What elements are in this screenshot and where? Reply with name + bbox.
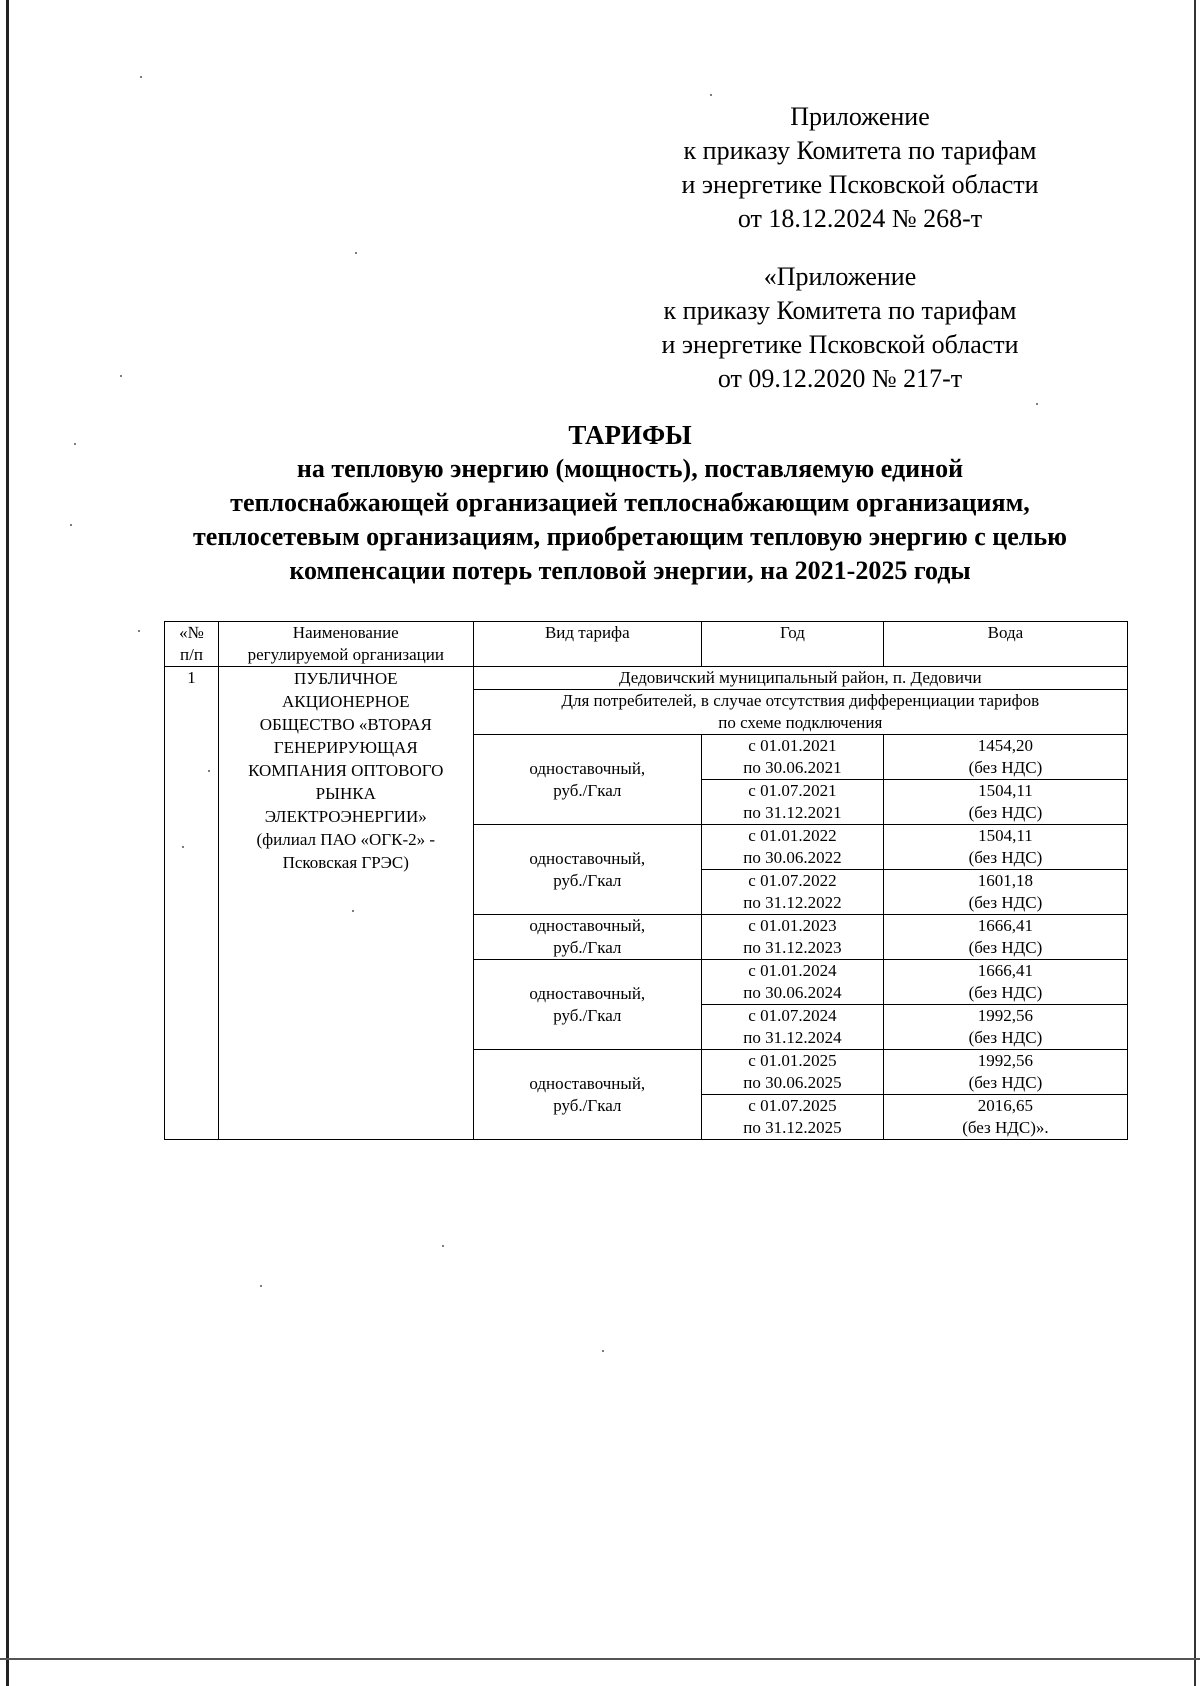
period-from: с 01.07.2024 <box>748 1006 837 1025</box>
title-line2: теплоснабжающей организацией теплоснабжающим организациям, <box>230 488 1030 517</box>
period <box>702 915 884 960</box>
water-tariff <box>883 915 1127 960</box>
table-header-row <box>165 622 1128 667</box>
period-from: с 01.01.2025 <box>748 1051 837 1070</box>
water-tariff <box>883 1005 1127 1050</box>
row-number: 1 <box>165 667 219 1140</box>
water-tariff <box>883 780 1127 825</box>
period-to: по 31.12.2023 <box>743 938 842 957</box>
tariff-type-line1: одноставочный, <box>529 1073 646 1093</box>
organization-line3: ОБЩЕСТВО «ВТОРАЯ <box>259 715 432 734</box>
tariff-type-line1: одноставочный, <box>529 758 646 778</box>
water-tariff <box>883 825 1127 870</box>
tariff-vat-note: (без НДС) <box>968 1073 1043 1092</box>
period <box>702 780 884 825</box>
district-name: Дедовичский муниципальный район, п. Дедовичи <box>473 667 1127 690</box>
tariff-value: 1601,18 <box>977 871 1034 890</box>
header-organization-line1: Наименование <box>292 623 399 642</box>
period <box>702 1050 884 1095</box>
organization-line1: ПУБЛИЧНОЕ <box>294 669 398 688</box>
header-number-line2: п/п <box>180 645 203 664</box>
tariff-type <box>473 960 702 1050</box>
tariff-vat-note: (без НДС) <box>968 848 1043 867</box>
period-from: с 01.01.2022 <box>748 826 837 845</box>
scan-edge-bottom <box>0 1658 1200 1660</box>
tariff-vat-note: (без НДС) <box>968 803 1043 822</box>
tariff-type-line2: руб./Гкал <box>553 1095 622 1115</box>
appendix-original <box>600 260 1080 396</box>
organization-line6: РЫНКА <box>315 784 376 803</box>
tariff-value: 1454,20 <box>977 736 1034 755</box>
tariff-type <box>473 1050 702 1140</box>
scan-speck <box>1036 403 1038 405</box>
consumer-group <box>473 690 1127 735</box>
tariff-type <box>473 915 702 960</box>
tariff-value: 1992,56 <box>977 1006 1034 1025</box>
header-number <box>165 622 219 667</box>
scan-speck <box>138 630 140 632</box>
period-to: по 31.12.2022 <box>743 893 842 912</box>
appendix-current-line2: к приказу Комитета по тарифам <box>683 136 1037 165</box>
appendix-original-line1: «Приложение <box>763 262 917 291</box>
scan-speck <box>260 1285 262 1287</box>
water-tariff <box>883 870 1127 915</box>
period-to: по 30.06.2024 <box>743 983 842 1002</box>
tariff-value: 1992,56 <box>977 1051 1034 1070</box>
appendix-original-line3: и энергетике Псковской области <box>661 330 1019 359</box>
title-line4: компенсации потерь тепловой энергии, на 2021-2025 годы <box>289 556 971 585</box>
scan-edge-right <box>1194 0 1196 1686</box>
period <box>702 1095 884 1140</box>
organization-line5: КОМПАНИЯ ОПТОВОГО <box>248 761 444 780</box>
tariff-value: 1504,11 <box>978 826 1033 845</box>
scan-speck <box>120 375 122 377</box>
tariff-value: 1504,11 <box>978 781 1033 800</box>
period-from: с 01.07.2021 <box>748 781 837 800</box>
scan-speck <box>355 252 357 254</box>
organization-name <box>219 667 474 1140</box>
tariff-vat-note: (без НДС)». <box>962 1118 1049 1137</box>
appendix-current-line1: Приложение <box>790 102 930 131</box>
period <box>702 825 884 870</box>
tariff-vat-note: (без НДС) <box>968 893 1043 912</box>
header-number-line1: «№ <box>179 623 204 642</box>
appendix-original-line2: к приказу Комитета по тарифам <box>663 296 1017 325</box>
scan-speck <box>74 443 76 445</box>
header-tariff-type: Вид тарифа <box>473 622 702 667</box>
tariff-type-line1: одноставочный, <box>529 916 646 935</box>
scan-speck <box>710 94 712 96</box>
header-water: Вода <box>883 622 1127 667</box>
period-to: по 31.12.2021 <box>743 803 842 822</box>
tariff-type-line1: одноставочный, <box>529 848 646 868</box>
period-from: с 01.01.2021 <box>748 736 837 755</box>
period-to: по 31.12.2024 <box>743 1028 842 1047</box>
water-tariff <box>883 1050 1127 1095</box>
header-year: Год <box>702 622 884 667</box>
header-organization <box>219 622 474 667</box>
scan-speck <box>70 524 72 526</box>
tariff-type-line2: руб./Гкал <box>553 1005 622 1025</box>
tariff-vat-note: (без НДС) <box>968 1028 1043 1047</box>
period <box>702 870 884 915</box>
period-from: с 01.01.2024 <box>748 961 837 980</box>
appendix-current <box>620 100 1100 236</box>
organization-line2: АКЦИОНЕРНОЕ <box>282 692 410 711</box>
appendix-original-line4: от 09.12.2020 № 217-т <box>717 364 963 393</box>
tariff-type <box>473 825 702 915</box>
tariff-type-line1: одноставочный, <box>529 983 646 1003</box>
tariff-vat-note: (без НДС) <box>968 758 1043 777</box>
tariff-value: 2016,65 <box>977 1096 1034 1115</box>
tariff-value: 1666,41 <box>977 916 1034 935</box>
tariff-type <box>473 735 702 825</box>
tariff-type-line2: руб./Гкал <box>553 870 622 890</box>
tariff-vat-note: (без НДС) <box>968 983 1043 1002</box>
title-line1: на тепловую энергию (мощность), поставляемую единой <box>296 454 964 483</box>
scan-speck <box>602 1350 604 1352</box>
period-to: по 30.06.2025 <box>743 1073 842 1092</box>
document-title <box>130 418 1130 588</box>
organization-line4: ГЕНЕРИРУЮЩАЯ <box>273 738 418 757</box>
appendix-current-line3: и энергетике Псковской области <box>681 170 1039 199</box>
tariff-vat-note: (без НДС) <box>968 938 1043 957</box>
title-main: ТАРИФЫ <box>568 420 692 450</box>
consumer-group-line2: по схеме подключения <box>718 713 883 732</box>
organization-line9: Псковская ГРЭС) <box>282 853 409 872</box>
period-to: по 30.06.2022 <box>743 848 842 867</box>
period <box>702 960 884 1005</box>
table-row-district <box>165 667 1128 690</box>
tariffs-table <box>164 621 1128 1140</box>
header-organization-line2: регулируемой организации <box>247 645 444 664</box>
scan-speck <box>442 1245 444 1247</box>
period <box>702 735 884 780</box>
organization-line7: ЭЛЕКТРОЭНЕРГИИ» <box>264 807 427 826</box>
tariff-value: 1666,41 <box>977 961 1034 980</box>
scan-edge-left <box>6 0 9 1686</box>
consumer-group-line1: Для потребителей, в случае отсутствия дифференциации тарифов <box>561 691 1040 710</box>
period-from: с 01.01.2023 <box>748 916 837 935</box>
tariff-type-line2: руб./Гкал <box>553 938 622 957</box>
scan-speck <box>140 76 142 78</box>
period-to: по 30.06.2021 <box>743 758 842 777</box>
period-from: с 01.07.2025 <box>748 1096 837 1115</box>
period <box>702 1005 884 1050</box>
appendix-current-line4: от 18.12.2024 № 268-т <box>737 204 983 233</box>
water-tariff <box>883 735 1127 780</box>
period-from: с 01.07.2022 <box>748 871 837 890</box>
water-tariff <box>883 960 1127 1005</box>
title-line3: теплосетевым организациям, приобретающим тепловую энергию с целью <box>193 522 1067 551</box>
tariff-type-line2: руб./Гкал <box>553 780 622 800</box>
water-tariff <box>883 1095 1127 1140</box>
period-to: по 31.12.2025 <box>743 1118 842 1137</box>
organization-line8: (филиал ПАО «ОГК-2» - <box>256 830 436 849</box>
